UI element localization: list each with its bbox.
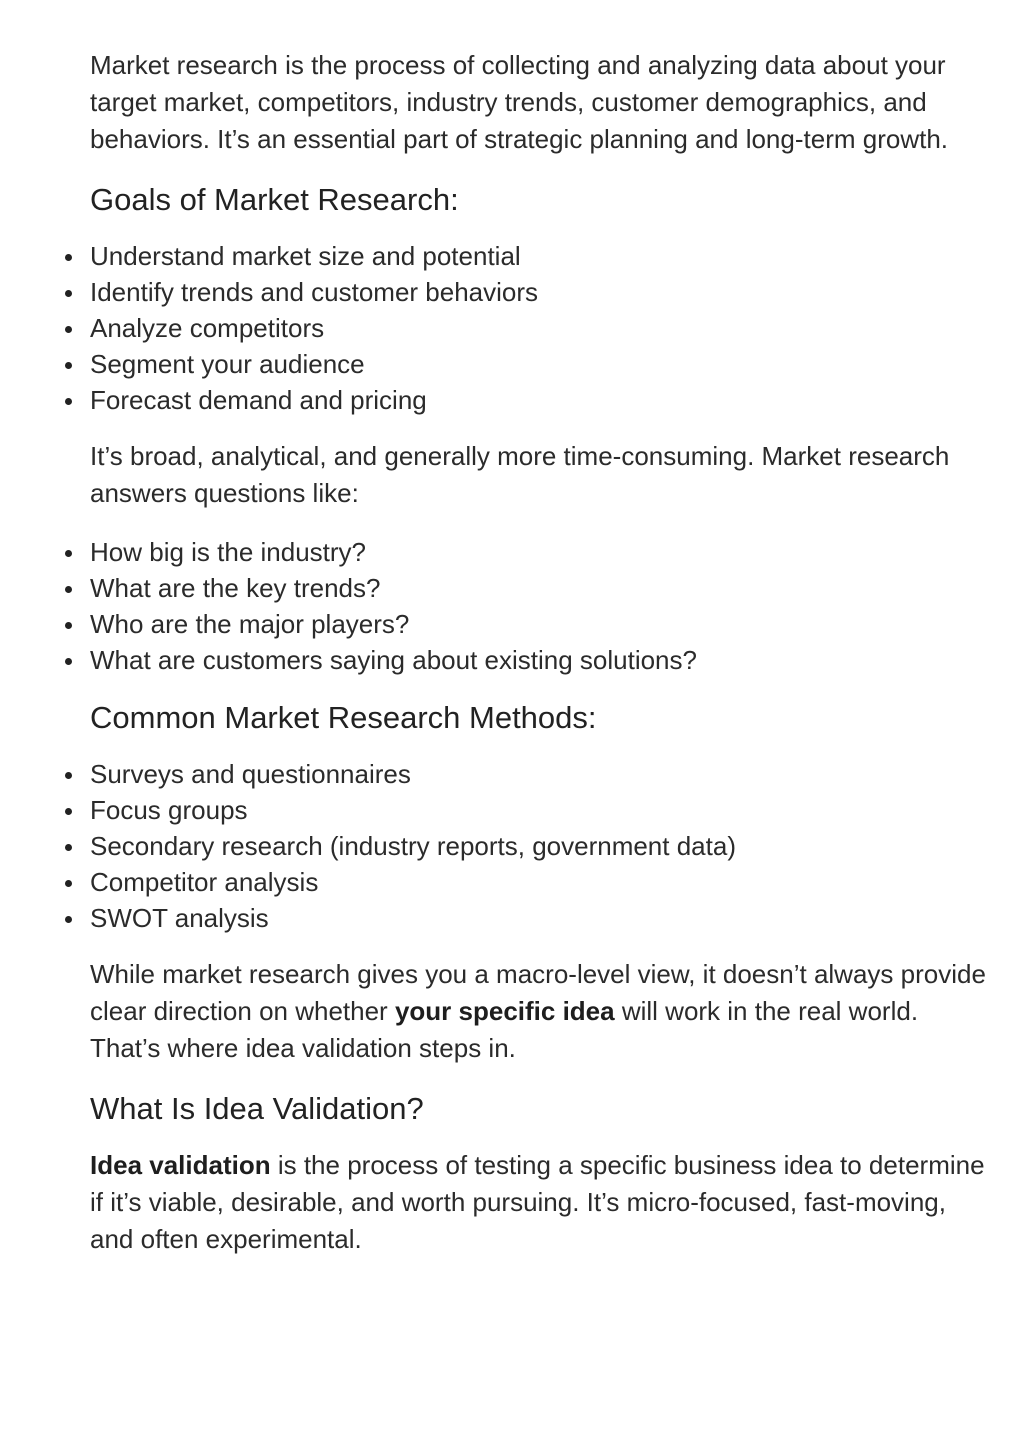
transition-text-start: While market research gives you a macro-level view, it doesn’t always provide clear direction on whether — [90, 959, 986, 1026]
validation-definition: is the process of testing a specific business idea to determine if it’s viable, desirable, and worth pursuing. It’s micro-focused, fast-moving, and often experimental. — [90, 1150, 985, 1254]
specific-idea-emphasis: your specific idea — [394, 996, 615, 1026]
list-item: Surveys and questionnaires — [90, 756, 990, 792]
list-item: Forecast demand and pricing — [90, 382, 990, 418]
goals-heading: Goals of Market Research: — [90, 182, 459, 217]
list-item: How big is the industry? — [90, 534, 990, 570]
article-body — [90, 47, 990, 1280]
list-item: Identify trends and customer behaviors — [90, 274, 990, 310]
methods-list — [90, 756, 990, 936]
list-item: Who are the major players? — [90, 606, 990, 642]
validation-heading: What Is Idea Validation? — [90, 1091, 424, 1126]
list-item: What are customers saying about existing solutions? — [90, 642, 990, 678]
questions-intro-paragraph: It’s broad, analytical, and generally more time-consuming. Market research answers questions like: — [90, 441, 950, 508]
list-item: Segment your audience — [90, 346, 990, 382]
list-item: What are the key trends? — [90, 570, 990, 606]
intro-paragraph: Market research is the process of collecting and analyzing data about your target market, competitors, industry trends, customer demographics, and behaviors. It’s an essential part of strategic planning and long-term growth. — [90, 50, 948, 154]
validation-paragraph — [90, 1147, 990, 1258]
goals-list — [90, 238, 990, 418]
list-item: Analyze competitors — [90, 310, 990, 346]
questions-list — [90, 534, 990, 678]
transition-text-end: will work in the real world. That’s where idea validation steps in. — [90, 996, 919, 1063]
list-item: Competitor analysis — [90, 864, 990, 900]
idea-validation-term: Idea validation — [90, 1150, 271, 1180]
list-item: SWOT analysis — [90, 900, 990, 936]
methods-heading: Common Market Research Methods: — [90, 700, 597, 735]
list-item: Secondary research (industry reports, government data) — [90, 828, 990, 864]
list-item: Understand market size and potential — [90, 238, 990, 274]
list-item: Focus groups — [90, 792, 990, 828]
transition-paragraph — [90, 956, 990, 1067]
